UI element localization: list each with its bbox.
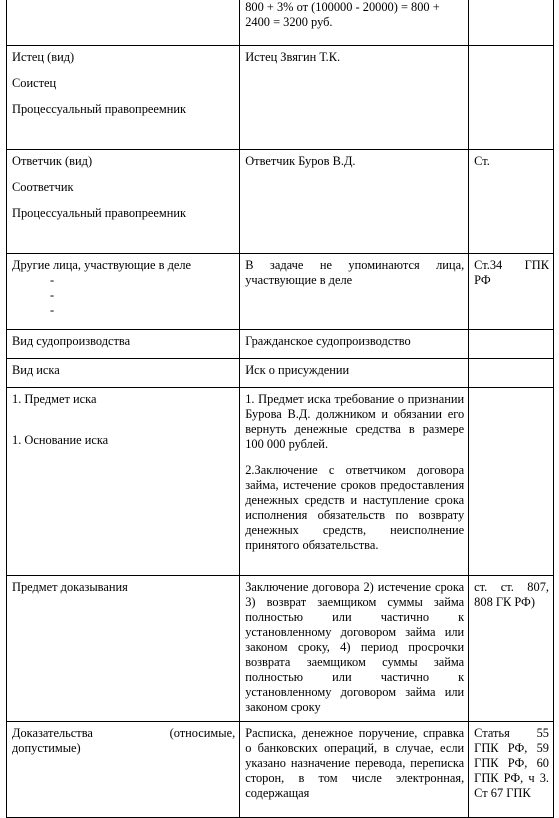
table-row-claim-subject: [7, 388, 554, 576]
evidence-label: Доказательства: [12, 726, 93, 740]
defendant-label: Ответчик (вид): [12, 154, 93, 168]
co-defendant-label: Соответчик: [12, 180, 74, 194]
successor-label: Процессуальный правопреемник: [12, 206, 187, 220]
cell-reference: [469, 576, 554, 722]
proceeding-label: Вид судопроизводства: [12, 334, 131, 348]
table-row-other-parties: [7, 254, 554, 330]
state-fee-calculation: 800 + 3% от (100000 - 20000) = 800 + 2400 = 3200 руб.: [245, 0, 440, 29]
table-row-defendant: [7, 150, 554, 254]
cell-label: [7, 722, 240, 818]
cell-value: [240, 388, 469, 576]
cell-value: [240, 150, 469, 254]
cell-label: [7, 0, 240, 46]
cell-value: [240, 359, 469, 388]
cell-reference: [469, 359, 554, 388]
other-parties-label: Другие лица, участвующие в деле: [12, 258, 192, 272]
cell-label: [7, 388, 240, 576]
other-parties-value: В задаче не упоминаются лица, участвующие в деле: [245, 258, 465, 287]
cell-label: [7, 576, 240, 722]
claim-ground-value: 2.Заключение с ответчиком договора займа, истечение сроков предоставления денежных средств и наступление срока исполнения обязательств по возврату денежных средств, неисполнение принятого обязательства.: [245, 463, 465, 552]
cell-label: [7, 150, 240, 254]
other-parties-country: РФ: [474, 273, 491, 287]
cell-reference: [469, 254, 554, 330]
defendant-value: Ответчик Буров В.Д.: [245, 154, 356, 168]
cell-value: [240, 576, 469, 722]
other-parties-code: ГПК: [524, 258, 549, 272]
cell-label: [7, 254, 240, 330]
successor-label: Процессуальный правопреемник: [12, 102, 187, 116]
cell-label: [7, 359, 240, 388]
claim-subject-label: 1. Предмет иска: [12, 392, 97, 406]
claim-type-label: Вид иска: [12, 363, 60, 377]
cell-value: [240, 0, 469, 46]
table-row-proceeding: [7, 330, 554, 359]
table-row-proof-subject: [7, 576, 554, 722]
claim-type-value: Иск о присуждении: [245, 363, 350, 377]
cell-value: [240, 254, 469, 330]
evidence-reference: Статья 55 ГПК РФ, 59 ГПК РФ, 60 ГПК РФ, ч 3. Ст 67 ГПК: [474, 726, 549, 800]
defendant-reference: Ст.: [474, 154, 490, 168]
proof-subject-label: Предмет доказывания: [12, 580, 128, 594]
cell-reference: [469, 46, 554, 150]
proceeding-value: Гражданское судопроизводство: [245, 334, 411, 348]
table-row-state-fee: [7, 0, 554, 46]
evidence-value: Расписка, денежное поручение, справка о банковских операций, в случае, если указано назначение перевода, переписка сторон, в том числе электронная, содержащая: [245, 726, 465, 800]
proof-subject-value: Заключение договора 2) истечение срока 3) возврат заемщиком суммы займа полностью или частично к установленному договором займа или законом сроку, 4) период просрочки возврата заемщиком суммы займа полностью или частично к установленному договором займа или законом сроку: [245, 580, 465, 714]
cell-value: [240, 330, 469, 359]
cell-reference: [469, 0, 554, 46]
table-row-plaintiff: [7, 46, 554, 150]
claim-subject-value: 1. Предмет иска требование о признании Бурова В.Д. должником и обязании его вернуть денежные средства в размере 100 000 рублей.: [245, 392, 465, 451]
cell-reference: [469, 388, 554, 576]
plaintiff-value: Истец Звягин Т.К.: [245, 50, 341, 64]
co-plaintiff-label: Соистец: [12, 76, 57, 90]
cell-label: [7, 330, 240, 359]
dash-item: -: [50, 273, 55, 287]
cell-reference: [469, 330, 554, 359]
cell-label: [7, 46, 240, 150]
table-row-evidence: [7, 722, 554, 818]
evidence-qualifier: (относимые,: [169, 726, 236, 740]
table-row-claim-type: [7, 359, 554, 388]
dash-item: -: [50, 303, 55, 317]
cell-reference: [469, 722, 554, 818]
cell-value: [240, 46, 469, 150]
cell-reference: [469, 150, 554, 254]
dash-item: -: [50, 288, 55, 302]
claim-ground-label: 1. Основание иска: [12, 433, 109, 447]
case-analysis-table: [6, 0, 554, 818]
cell-value: [240, 722, 469, 818]
proof-subject-reference: ст. ст. 807, 808 ГК РФ): [474, 580, 549, 609]
other-parties-article: Ст.34: [474, 258, 503, 272]
evidence-qualifier-cont: допустимые): [12, 741, 81, 755]
plaintiff-label: Истец (вид): [12, 50, 75, 64]
